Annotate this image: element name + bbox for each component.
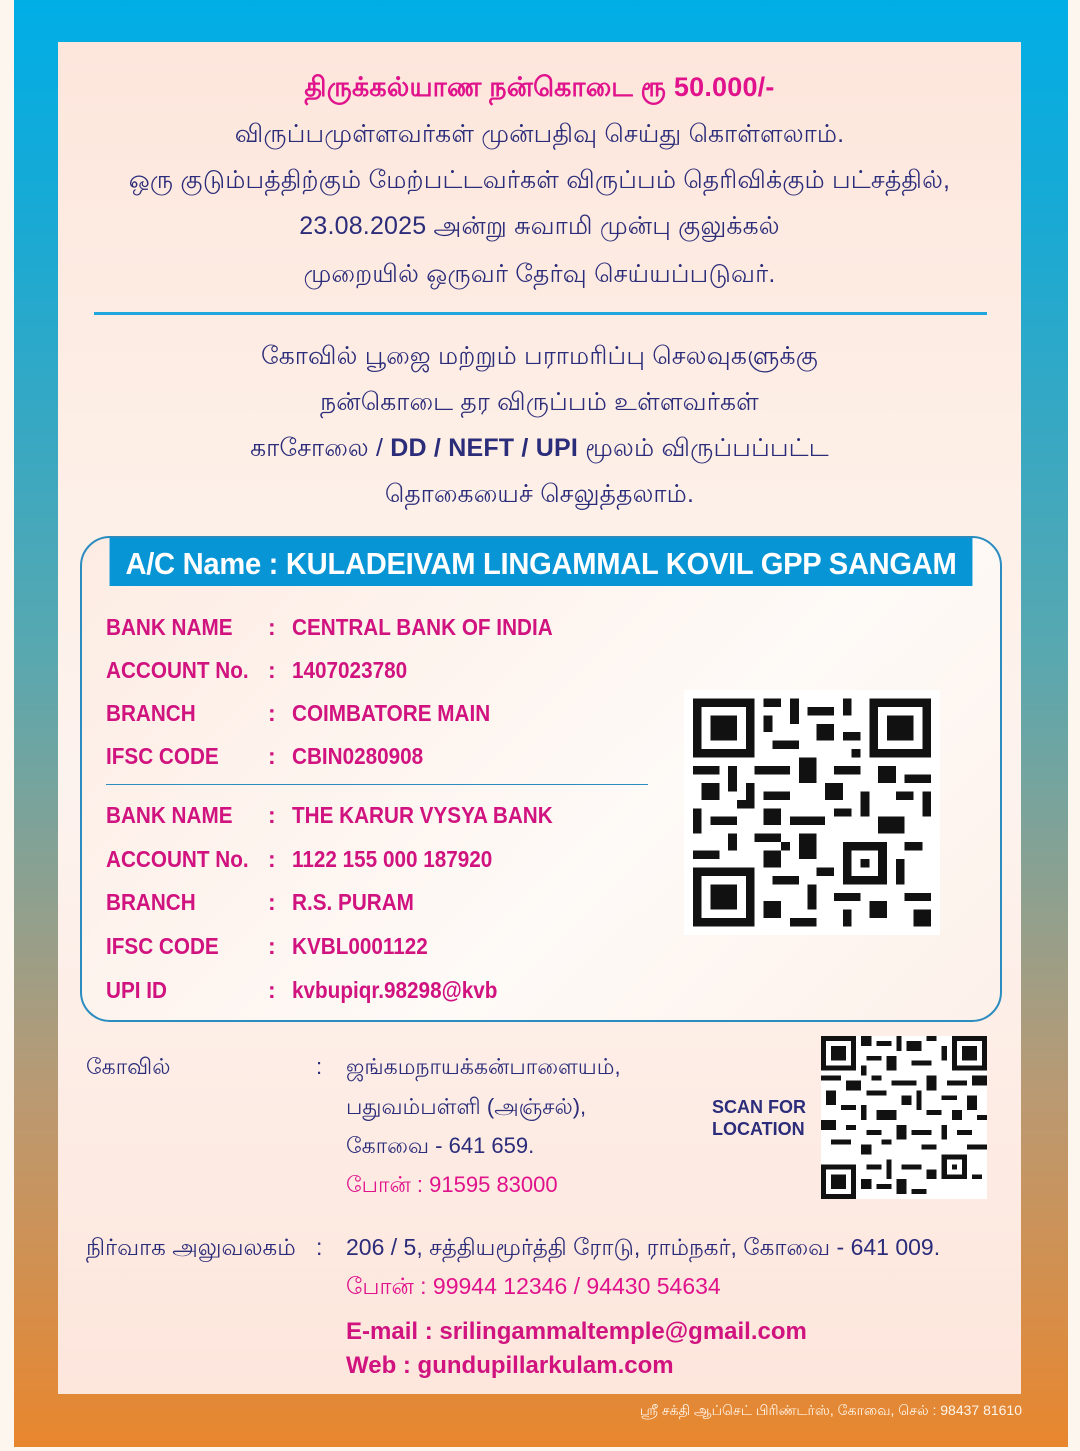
field-label: BRANCH	[106, 700, 196, 726]
office-phone[interactable]: போன் : 99944 12346 / 94430 54634	[346, 1273, 721, 1299]
section-divider	[94, 312, 987, 315]
field-label: BANK NAME	[106, 614, 233, 640]
field-label: BANK NAME	[106, 802, 233, 828]
scan-for-location-label	[712, 1096, 806, 1140]
field-value: 1122 155 000 187920	[292, 846, 493, 872]
intro-line: விருப்பமுள்ளவர்கள் முன்பதிவு செய்து கொள்ளலாம்.	[234, 120, 845, 148]
donation-methods-prefix: காசோலை /	[250, 434, 391, 462]
field-label: UPI ID	[106, 977, 167, 1003]
donation-line: நன்கொடை தர விருப்பம் உள்ளவர்கள்	[320, 388, 759, 416]
scan-line: LOCATION	[712, 1119, 805, 1139]
edge-strip-left	[0, 0, 14, 1451]
content-panel	[58, 42, 1021, 1394]
field-value: KVBL0001122	[292, 933, 428, 959]
field-value: COIMBATORE MAIN	[292, 700, 491, 726]
field-value: R.S. PURAM	[292, 889, 414, 915]
website-link[interactable]: Web : gundupillarkulam.com	[346, 1352, 674, 1379]
temple-address-line: ஜங்கமநாயக்கன்பாளையம்,	[346, 1054, 621, 1079]
field-value: 1407023780	[292, 657, 408, 683]
payment-methods: DD / NEFT / UPI	[390, 434, 578, 462]
intro-line: ஒரு குடும்பத்திற்கும் மேற்பட்டவர்கள் விருப்பம் தெரிவிக்கும் பட்சத்தில்,	[128, 166, 951, 194]
field-label: ACCOUNT No.	[106, 846, 249, 872]
wedding-donation-title: திருக்கல்யாண நன்கொடை ரூ 50.000/-	[304, 72, 775, 102]
temple-colon: :	[316, 1054, 323, 1079]
intro-line: 23.08.2025 அன்று சுவாமி முன்பு குலுக்கல்	[299, 212, 780, 240]
temple-address-line: பதுவம்பள்ளி (அஞ்சல்),	[346, 1094, 587, 1119]
intro-line: முறையில் ஒருவர் தேர்வு செய்யப்படுவர்.	[303, 260, 776, 288]
field-value: kvbupiqr.98298@kvb	[292, 977, 498, 1003]
email-link[interactable]: E-mail : srilingammaltemple@gmail.com	[346, 1318, 807, 1345]
donation-line: கோவில் பூஜை மற்றும் பராமரிப்பு செலவுகளுக்கு	[261, 342, 818, 370]
field-label: IFSC CODE	[106, 743, 219, 769]
bank-details-box: A/C Name : KULADEIVAM LINGAMMAL KOVIL GPP SANGAM BANK NAME : CENTRAL BANK OF INDIA ACCOUNT No. : 1407023780 BRANCH : COIMBATORE MAIN IFSC CODE : CBIN0280908 BANK NAME : THE KARUR VYSYA BANK ACCOUNT No. : 1122 155 000 187920 BRANCH : R.S. PURAM IFSC CODE : KVBL0001122 UPI ID : kvbupiqr.98298@kvb	[80, 536, 1002, 1022]
field-label: IFSC CODE	[106, 933, 219, 959]
field-value: CBIN0280908	[292, 743, 424, 769]
donation-methods-suffix: மூலம் விருப்பப்பட்ட	[578, 434, 829, 462]
edge-strip-right	[1068, 0, 1080, 1451]
bank-divider	[106, 784, 648, 785]
field-value: THE KARUR VYSYA BANK	[292, 802, 553, 828]
printer-credit: ஸ்ரீ சக்தி ஆப்செட் பிரிண்டர்ஸ், கோவை, செல் : 98437 81610	[639, 1402, 1022, 1418]
upi-qr-code-icon[interactable]	[684, 690, 940, 935]
field-label: BRANCH	[106, 889, 196, 915]
field-label: ACCOUNT No.	[106, 657, 249, 683]
account-name-header: A/C Name : KULADEIVAM LINGAMMAL KOVIL GPP SANGAM	[110, 538, 973, 586]
temple-phone[interactable]: போன் : 91595 83000	[346, 1172, 558, 1197]
field-value: CENTRAL BANK OF INDIA	[292, 614, 553, 640]
scan-line: SCAN FOR	[712, 1097, 806, 1117]
temple-label: கோவில்	[86, 1054, 171, 1079]
office-address: 206 / 5, சத்தியமூர்த்தி ரோடு, ராம்நகர், கோவை - 641 009.	[346, 1234, 941, 1260]
office-label: நிர்வாக அலுவலகம்	[86, 1234, 296, 1260]
donation-line: தொகையைச் செலுத்தலாம்.	[384, 480, 695, 508]
temple-address-line: கோவை - 641 659.	[346, 1133, 535, 1158]
location-qr-code-icon[interactable]	[821, 1036, 987, 1199]
donation-methods-line	[58, 434, 1021, 466]
office-colon: :	[316, 1234, 323, 1260]
edge-strip-bottom	[0, 1447, 1080, 1451]
